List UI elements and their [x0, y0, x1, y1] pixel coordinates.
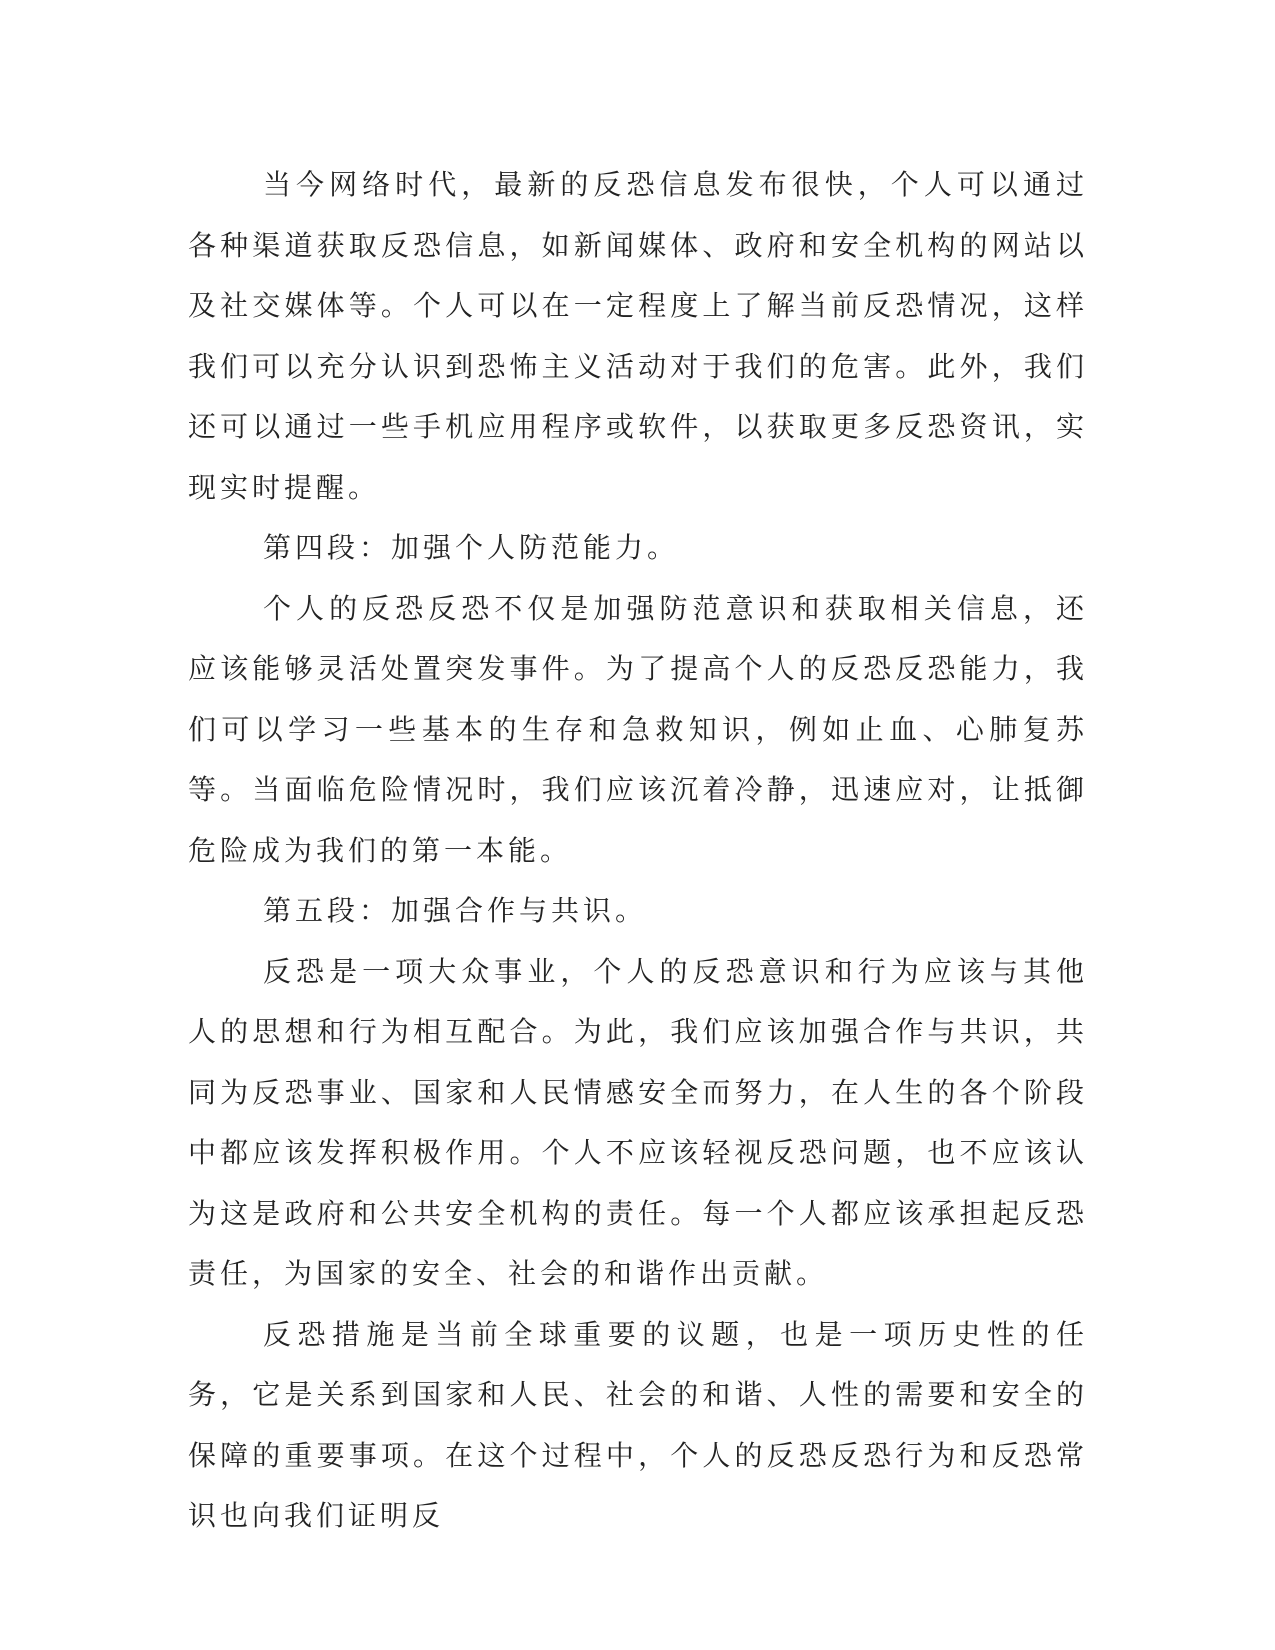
document-body: [188, 155, 1088, 1547]
section-heading-5: 第五段：加强合作与共识。: [263, 894, 648, 927]
paragraph-defense-ability: 个人的反恐反恐不仅是加强防范意识和获取相关信息，还应该能够灵活处置突发事件。为了提高个人的反恐反恐能力，我们可以学习一些基本的生存和急救知识，例如止血、心肺复苏等。当面临危险情况时，我们应该沉着冷静，迅速应对，让抵御危险成为我们的第一本能。: [188, 591, 1088, 867]
paragraph-info-channels: 当今网络时代，最新的反恐信息发布很快，个人可以通过各种渠道获取反恐信息，如新闻媒体、政府和安全机构的网站以及社交媒体等。个人可以在一定程度上了解当前反恐情况，这样我们可以充分认识到恐怖主义活动对于我们的危害。此外，我们还可以通过一些手机应用程序或软件，以获取更多反恐资讯，实现实时提醒。: [188, 168, 1088, 504]
paragraph-conclusion: 反恐措施是当前全球重要的议题，也是一项历史性的任务，它是关系到国家和人民、社会的和谐、人性的需要和安全的保障的重要事项。在这个过程中，个人的反恐反恐行为和反恐常识也向我们证明反: [188, 1317, 1088, 1532]
section-heading-4: 第四段：加强个人防范能力。: [263, 531, 680, 564]
paragraph-cooperation: 反恐是一项大众事业，个人的反恐意识和行为应该与其他人的思想和行为相互配合。为此，我们应该加强合作与共识，共同为反恐事业、国家和人民情感安全而努力，在人生的各个阶段中都应该发挥积极作用。个人不应该轻视反恐问题，也不应该认为这是政府和公共安全机构的责任。每一个人都应该承担起反恐责任，为国家的安全、社会的和谐作出贡献。: [188, 954, 1088, 1290]
